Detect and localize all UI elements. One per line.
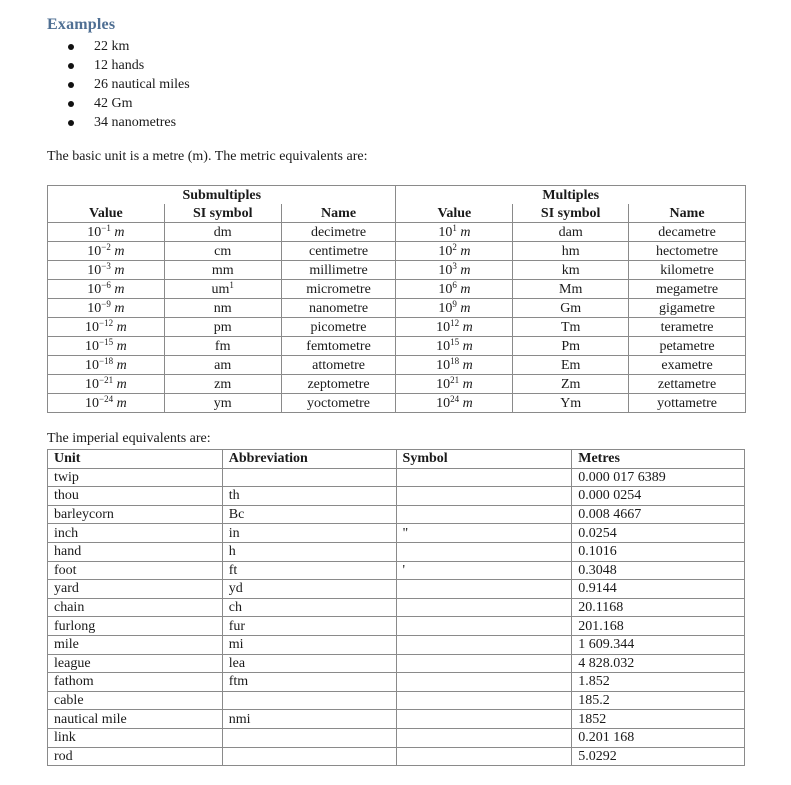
symbol-cell — [396, 598, 572, 617]
metres-cell: 0.3048 — [572, 561, 745, 580]
mult-name-cell: yottametre — [629, 394, 746, 413]
metres-cell: 185.2 — [572, 691, 745, 710]
unit-cell: cable — [48, 691, 223, 710]
sub-value-cell: $10^{-3}$ m — [48, 261, 165, 280]
abbreviation-cell — [222, 747, 396, 766]
column-header: Name — [281, 204, 396, 223]
unit-cell: thou — [48, 487, 223, 506]
list-item: 34 nanometres — [47, 113, 190, 132]
metres-cell: 20.1168 — [572, 598, 745, 617]
table-row — [48, 356, 746, 375]
sub-symbol-cell: dm — [164, 223, 281, 242]
mult-name-cell: zettametre — [629, 375, 746, 394]
abbreviation-cell: Bc — [222, 505, 396, 524]
table-row — [48, 673, 745, 692]
table-row — [48, 654, 745, 673]
sub-symbol-cell: nm — [164, 299, 281, 318]
abbreviation-cell: ftm — [222, 673, 396, 692]
abbreviation-cell: h — [222, 542, 396, 561]
symbol-cell — [396, 542, 572, 561]
table-row — [48, 261, 746, 280]
mult-symbol-cell: dam — [513, 223, 629, 242]
abbreviation-cell: ft — [222, 561, 396, 580]
table-row — [48, 375, 746, 394]
sub-value-cell: $10^{-24}$ m — [48, 394, 165, 413]
metres-cell: 1 609.344 — [572, 635, 745, 654]
list-item: 12 hands — [47, 56, 190, 75]
symbol-cell: " — [396, 524, 572, 543]
imperial-equivalents-table — [47, 449, 745, 766]
mult-name-cell: terametre — [629, 318, 746, 337]
metres-cell: 0.0254 — [572, 524, 745, 543]
table-row — [48, 505, 745, 524]
table-row — [48, 223, 746, 242]
mult-value-cell: $10^{15}$ m — [396, 337, 513, 356]
symbol-cell — [396, 654, 572, 673]
table-row — [48, 728, 745, 747]
table-row — [48, 691, 745, 710]
mult-value-cell: $10^3$ m — [396, 261, 513, 280]
table-row — [48, 337, 746, 356]
sub-symbol-cell: fm — [164, 337, 281, 356]
table-row — [48, 635, 745, 654]
column-header: Unit — [48, 450, 223, 469]
mult-symbol-cell: Mm — [513, 280, 629, 299]
symbol-cell — [396, 468, 572, 487]
metres-cell: 0.9144 — [572, 580, 745, 599]
submultiples-group-header: Submultiples — [48, 186, 396, 205]
sub-name-cell: centimetre — [281, 242, 396, 261]
mult-value-cell: $10^6$ m — [396, 280, 513, 299]
sub-value-cell: $10^{-6}$ m — [48, 280, 165, 299]
abbreviation-cell: in — [222, 524, 396, 543]
metres-cell: 0.1016 — [572, 542, 745, 561]
sub-symbol-cell: am — [164, 356, 281, 375]
mult-name-cell: exametre — [629, 356, 746, 375]
metres-cell: 0.000 0254 — [572, 487, 745, 506]
symbol-cell — [396, 728, 572, 747]
mult-name-cell: gigametre — [629, 299, 746, 318]
column-header: Symbol — [396, 450, 572, 469]
bullet-icon — [68, 101, 74, 107]
mult-symbol-cell: Gm — [513, 299, 629, 318]
symbol-cell — [396, 580, 572, 599]
unit-cell: nautical mile — [48, 710, 223, 729]
examples-heading: Examples — [47, 16, 116, 33]
sub-name-cell: zeptometre — [281, 375, 396, 394]
sub-value-cell: $10^{-15}$ m — [48, 337, 165, 356]
abbreviation-cell: nmi — [222, 710, 396, 729]
unit-cell: yard — [48, 580, 223, 599]
abbreviation-cell: ch — [222, 598, 396, 617]
mult-symbol-cell: hm — [513, 242, 629, 261]
abbreviation-cell — [222, 468, 396, 487]
metres-cell: 4 828.032 — [572, 654, 745, 673]
unit-cell: inch — [48, 524, 223, 543]
metres-cell: 0.201 168 — [572, 728, 745, 747]
mult-symbol-cell: Em — [513, 356, 629, 375]
symbol-cell — [396, 747, 572, 766]
table-row — [48, 280, 746, 299]
table-row — [48, 617, 745, 636]
sub-name-cell: femtometre — [281, 337, 396, 356]
bullet-icon — [68, 82, 74, 88]
unit-cell: hand — [48, 542, 223, 561]
metres-cell: 1.852 — [572, 673, 745, 692]
unit-cell: link — [48, 728, 223, 747]
table-row — [48, 561, 745, 580]
metric-equivalents-table — [47, 185, 746, 413]
list-item: 42 Gm — [47, 94, 190, 113]
sub-symbol-cell: zm — [164, 375, 281, 394]
mult-name-cell: decametre — [629, 223, 746, 242]
bullet-icon — [68, 63, 74, 69]
multiples-group-header: Multiples — [396, 186, 746, 205]
column-header: Value — [396, 204, 513, 223]
intro-sentence: The basic unit is a metre (m). The metric equivalents are: — [47, 149, 368, 164]
mult-symbol-cell: Zm — [513, 375, 629, 394]
symbol-cell: ' — [396, 561, 572, 580]
metres-cell: 5.0292 — [572, 747, 745, 766]
abbreviation-cell: yd — [222, 580, 396, 599]
imperial-caption: The imperial equivalents are: — [47, 431, 211, 446]
abbreviation-cell: th — [222, 487, 396, 506]
unit-cell: mile — [48, 635, 223, 654]
sub-name-cell: attometre — [281, 356, 396, 375]
symbol-cell — [396, 617, 572, 636]
symbol-cell — [396, 691, 572, 710]
mult-symbol-cell: Pm — [513, 337, 629, 356]
list-item: 26 nautical miles — [47, 75, 190, 94]
unit-cell: twip — [48, 468, 223, 487]
table-row — [48, 487, 745, 506]
table-row — [48, 468, 745, 487]
symbol-cell — [396, 710, 572, 729]
column-header: Abbreviation — [222, 450, 396, 469]
column-header: Value — [48, 204, 165, 223]
sub-name-cell: nanometre — [281, 299, 396, 318]
mult-value-cell: $10^{21}$ m — [396, 375, 513, 394]
abbreviation-cell: mi — [222, 635, 396, 654]
mult-name-cell: megametre — [629, 280, 746, 299]
column-header: Metres — [572, 450, 745, 469]
mult-value-cell: $10^{12}$ m — [396, 318, 513, 337]
mult-value-cell: $10^9$ m — [396, 299, 513, 318]
mult-symbol-cell: km — [513, 261, 629, 280]
unit-cell: league — [48, 654, 223, 673]
mult-value-cell: $10^1$ m — [396, 223, 513, 242]
sub-symbol-cell: $um^1$ — [164, 280, 281, 299]
sub-name-cell: yoctometre — [281, 394, 396, 413]
abbreviation-cell: lea — [222, 654, 396, 673]
table-row — [48, 580, 745, 599]
unit-cell: rod — [48, 747, 223, 766]
abbreviation-cell: fur — [222, 617, 396, 636]
sub-value-cell: $10^{-18}$ m — [48, 356, 165, 375]
symbol-cell — [396, 505, 572, 524]
sub-symbol-cell: cm — [164, 242, 281, 261]
metres-cell: 0.000 017 6389 — [572, 468, 745, 487]
table-row — [48, 747, 745, 766]
table-row — [48, 524, 745, 543]
sub-value-cell: $10^{-21}$ m — [48, 375, 165, 394]
table-row — [48, 299, 746, 318]
sub-symbol-cell: pm — [164, 318, 281, 337]
bullet-icon — [68, 120, 74, 126]
mult-value-cell: $10^{18}$ m — [396, 356, 513, 375]
unit-cell: chain — [48, 598, 223, 617]
sub-name-cell: micrometre — [281, 280, 396, 299]
sub-name-cell: millimetre — [281, 261, 396, 280]
sub-value-cell: $10^{-2}$ m — [48, 242, 165, 261]
table-row — [48, 318, 746, 337]
mult-symbol-cell: Ym — [513, 394, 629, 413]
mult-value-cell: $10^{24}$ m — [396, 394, 513, 413]
column-header: SI symbol — [164, 204, 281, 223]
unit-cell: furlong — [48, 617, 223, 636]
unit-cell: fathom — [48, 673, 223, 692]
table-row — [48, 710, 745, 729]
mult-value-cell: $10^2$ m — [396, 242, 513, 261]
sub-symbol-cell: ym — [164, 394, 281, 413]
abbreviation-cell — [222, 728, 396, 747]
symbol-cell — [396, 673, 572, 692]
metres-cell: 201.168 — [572, 617, 745, 636]
mult-name-cell: kilometre — [629, 261, 746, 280]
table-row — [48, 598, 745, 617]
mult-name-cell: hectometre — [629, 242, 746, 261]
list-item: 22 km — [47, 37, 190, 56]
sub-name-cell: decimetre — [281, 223, 396, 242]
sub-symbol-cell: mm — [164, 261, 281, 280]
column-header: SI symbol — [513, 204, 629, 223]
sub-value-cell: $10^{-1}$ m — [48, 223, 165, 242]
column-header: Name — [629, 204, 746, 223]
sub-name-cell: picometre — [281, 318, 396, 337]
table-row — [48, 394, 746, 413]
unit-cell: barleycorn — [48, 505, 223, 524]
metres-cell: 0.008 4667 — [572, 505, 745, 524]
symbol-cell — [396, 635, 572, 654]
bullet-icon — [68, 44, 74, 50]
sub-value-cell: $10^{-12}$ m — [48, 318, 165, 337]
symbol-cell — [396, 487, 572, 506]
table-row — [48, 542, 745, 561]
table-row — [48, 242, 746, 261]
mult-symbol-cell: Tm — [513, 318, 629, 337]
abbreviation-cell — [222, 691, 396, 710]
mult-name-cell: petametre — [629, 337, 746, 356]
examples-list — [47, 37, 190, 132]
metres-cell: 1852 — [572, 710, 745, 729]
unit-cell: foot — [48, 561, 223, 580]
sub-value-cell: $10^{-9}$ m — [48, 299, 165, 318]
